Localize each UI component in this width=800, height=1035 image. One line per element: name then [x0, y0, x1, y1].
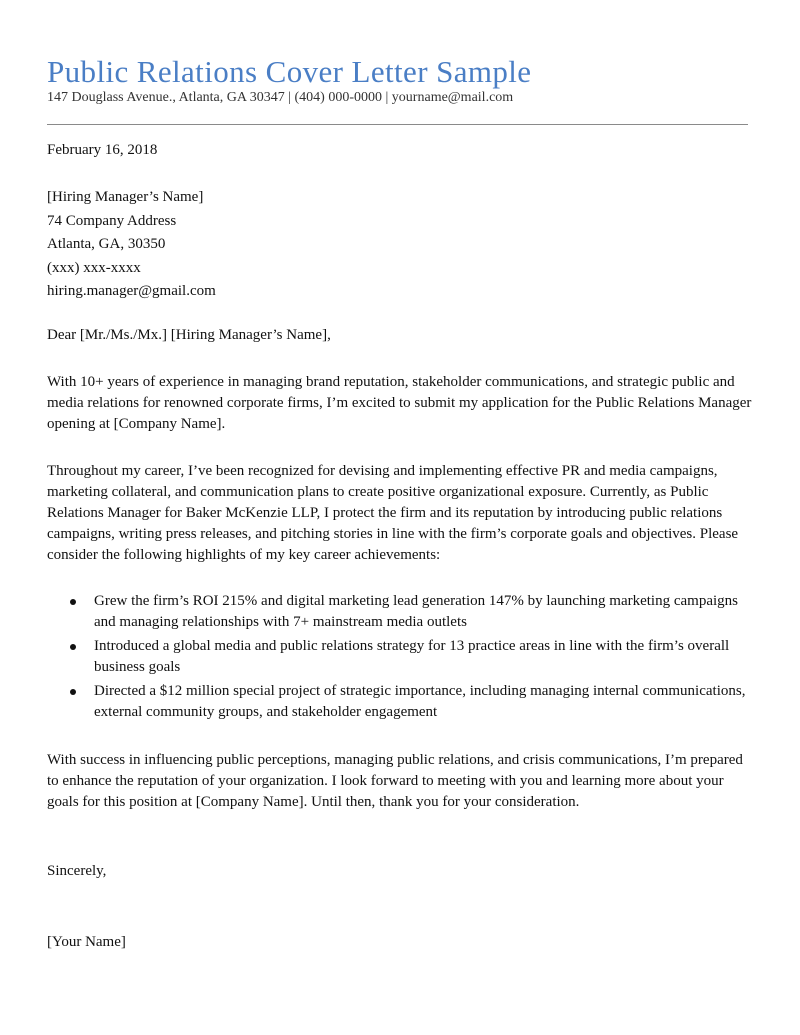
highlight-text: Directed a $12 million special project of strategic importance, including managing internal communications, external community groups, and stakeholder engagement [94, 683, 746, 720]
highlight-text: Introduced a global media and public relations strategy for 13 practice areas in line with the firm’s overall business goals [94, 638, 730, 675]
recipient-city: Atlanta, GA, 30350 [47, 236, 166, 252]
closing-salutation: Sincerely, [47, 863, 107, 879]
bullet-icon [70, 644, 76, 650]
list-item [47, 636, 753, 678]
salutation: Dear [Mr./Ms./Mx.] [Hiring Manager’s Name], [47, 327, 331, 343]
recipient-name: [Hiring Manager’s Name] [47, 189, 204, 205]
header-divider [47, 124, 748, 125]
bullet-icon [70, 599, 76, 605]
highlights-list [47, 591, 753, 726]
recipient-block [47, 186, 216, 304]
list-item [47, 591, 753, 633]
signature: [Your Name] [47, 934, 126, 950]
recipient-phone: (xxx) xxx-xxxx [47, 259, 141, 276]
letter-date: February 16, 2018 [47, 142, 158, 158]
contact-line: 147 Douglass Avenue., Atlanta, GA 30347 | (404) 000-0000 | yourname@mail.com [47, 90, 514, 105]
bullet-icon [70, 689, 76, 695]
intro-paragraph: With 10+ years of experience in managing brand reputation, stakeholder communications, and strategic public and media relations for renowned corporate firms, I’m excited to submit my application for the Public Relations Manager opening at [Company Name]. [47, 374, 752, 432]
career-paragraph: Throughout my career, I’ve been recognized for devising and implementing effective PR and media campaigns, marketing collateral, and communication plans to create positive organizational exposure. Currently, as Public Relations Manager for Baker McKenzie LLP, I protect the firm and its reputation by introducing public relations campaigns, writing press releases, and pitching stories in line with the firm’s corporate goals and objectives. Please consider the following highlights of my key career achievements: [47, 463, 739, 563]
list-item [47, 681, 753, 723]
recipient-email: hiring.manager@gmail.com [47, 283, 216, 299]
recipient-address: 74 Company Address [47, 212, 177, 229]
closing-paragraph: With success in influencing public perceptions, managing public relations, and crisis communications, I’m prepared to enhance the reputation of your organization. I look forward to meeting with you and learning more about your goals for this position at [Company Name]. Until then, thank you for your consideration. [47, 752, 743, 810]
page-title: Public Relations Cover Letter Sample [47, 54, 532, 89]
highlight-text: Grew the firm’s ROI 215% and digital marketing lead generation 147% by launching marketing campaigns and managing relationships with 7+ mainstream media outlets [94, 593, 738, 630]
